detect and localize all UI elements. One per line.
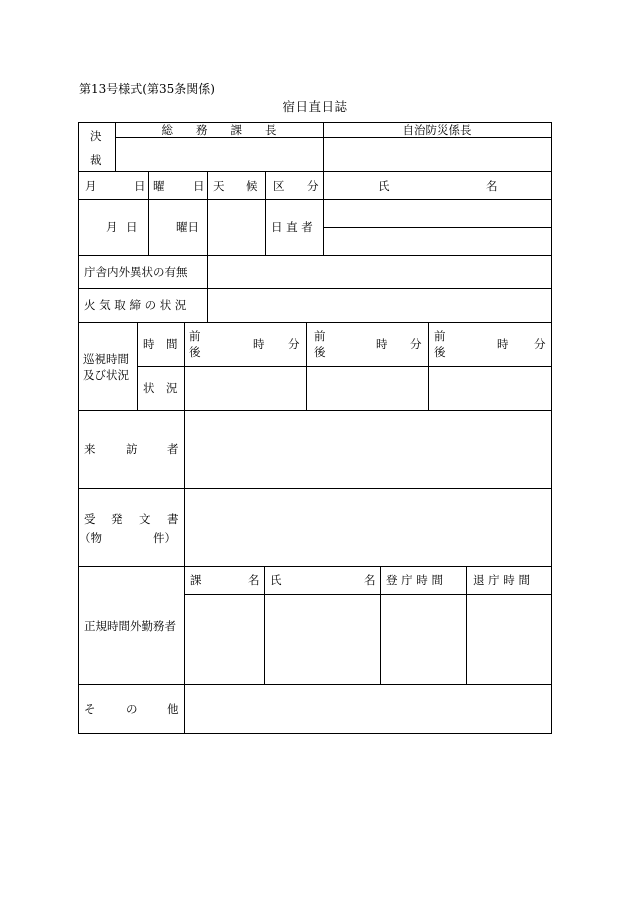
documents-label-char-4: 書: [167, 512, 179, 526]
rule: [265, 171, 266, 255]
header-weekday-day: 日: [193, 179, 205, 193]
documents-label-char-3: 文: [139, 512, 151, 526]
weather-field[interactable]: [208, 200, 264, 254]
rule: [78, 122, 79, 734]
rule: [78, 171, 552, 172]
overtime-col-section-1: 課: [190, 573, 202, 587]
header-weekday: 曜: [153, 179, 165, 193]
header-day: 日: [134, 179, 146, 193]
other-label-char-1: そ: [84, 702, 96, 716]
documents-sub-close: 件）: [153, 531, 176, 545]
patrol-slot-1-pm: 後: [189, 345, 201, 359]
rule: [551, 122, 552, 734]
overtime-name-field[interactable]: [265, 595, 379, 683]
header-name-2: 名: [486, 179, 498, 193]
other-field[interactable]: [185, 685, 550, 732]
patrol-status-field-2[interactable]: [307, 367, 427, 409]
other-label-char-3: 他: [167, 702, 179, 716]
patrol-slot-2-am: 前: [314, 329, 326, 343]
fire-control-field[interactable]: [208, 289, 550, 321]
approval-stamp-area-2[interactable]: [324, 138, 550, 170]
overtime-col-section-2: 名: [248, 573, 260, 587]
patrol-slot-1-am: 前: [189, 329, 201, 343]
fire-control-label: 火 気 取 締 の 状 況: [84, 298, 187, 312]
document-title: 宿日直日誌: [282, 99, 348, 114]
overtime-col-leave: 退 庁 時 間: [473, 573, 530, 587]
patrol-slot-2-hour: 時: [376, 337, 388, 351]
patrol-slot-2-pm: 後: [314, 345, 326, 359]
patrol-slot-3-pm: 後: [434, 345, 446, 359]
header-division-2: 分: [307, 179, 319, 193]
documents-label-char-1: 受: [84, 512, 96, 526]
patrol-slot-1-hour: 時: [253, 337, 265, 351]
approval-col-general-affairs-chief: 総 務 課 長: [161, 123, 277, 137]
patrol-status-label: 状 況: [143, 381, 178, 395]
patrol-label-top: 巡視時間: [83, 352, 129, 366]
row-day: 日: [126, 220, 138, 234]
rule: [148, 171, 149, 255]
row-month: 月: [106, 220, 118, 234]
header-weather-2: 候: [246, 179, 258, 193]
approval-stamp-area-1[interactable]: [116, 138, 322, 170]
office-anomaly-label: 庁舎内外異状の有無: [84, 265, 188, 279]
rule: [137, 322, 138, 410]
approval-col-disaster-prevention-chief: 自治防災係長: [402, 123, 472, 137]
patrol-label-bottom: 及び状況: [83, 368, 129, 382]
patrol-slot-3-am: 前: [434, 329, 446, 343]
patrol-slot-2-minute: 分: [410, 337, 422, 351]
patrol-slot-1-minute: 分: [288, 337, 300, 351]
approval-label-bottom: 裁: [90, 153, 102, 167]
patrol-status-field-3[interactable]: [429, 367, 550, 409]
overtime-col-name-2: 名: [364, 573, 376, 587]
overtime-label: 正規時間外勤務者: [84, 619, 176, 633]
approval-label-top: 決: [90, 129, 102, 143]
form-number-label: 第13号様式(第35条関係): [79, 82, 215, 96]
header-month: 月: [85, 179, 97, 193]
rule: [78, 733, 552, 734]
rule: [78, 322, 552, 323]
overtime-section-field[interactable]: [185, 595, 263, 683]
duty-person-name-field-2[interactable]: [324, 228, 550, 254]
header-weather-1: 天: [213, 179, 225, 193]
header-name-1: 氏: [378, 179, 390, 193]
overtime-leave-field[interactable]: [467, 595, 550, 683]
duty-person-name-field-1[interactable]: [324, 200, 550, 226]
row-weekday: 曜日: [176, 220, 199, 234]
overtime-arrive-field[interactable]: [381, 595, 465, 683]
patrol-time-label: 時 間: [143, 337, 178, 351]
visitors-label-char-3: 者: [167, 442, 179, 456]
patrol-slot-3-hour: 時: [497, 337, 509, 351]
patrol-status-field-1[interactable]: [185, 367, 305, 409]
documents-label-char-2: 発: [111, 512, 123, 526]
documents-field[interactable]: [185, 489, 550, 565]
row-duty-person: 日 直 者: [271, 220, 313, 234]
overtime-col-name-1: 氏: [270, 573, 282, 587]
visitors-label-char-2: 訪: [126, 442, 138, 456]
other-label-char-2: の: [126, 702, 138, 716]
header-division-1: 区: [273, 179, 285, 193]
documents-sub-open: （物: [79, 531, 102, 545]
overtime-col-arrive: 登 庁 時 間: [386, 573, 443, 587]
visitors-field[interactable]: [185, 411, 550, 487]
visitors-label-char-1: 来: [84, 442, 96, 456]
patrol-slot-3-minute: 分: [534, 337, 546, 351]
office-anomaly-field[interactable]: [208, 256, 550, 287]
rule: [78, 566, 552, 567]
